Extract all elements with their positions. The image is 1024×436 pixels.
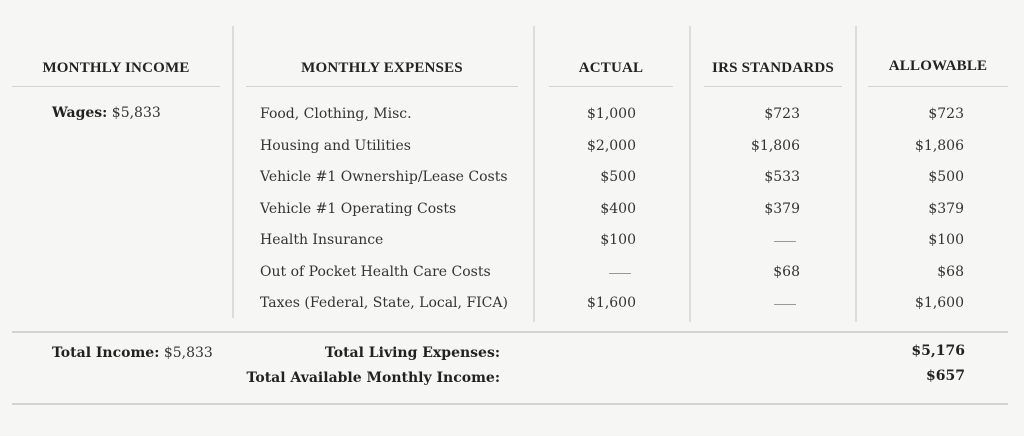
- irs-value: $723: [764, 106, 800, 122]
- expense-label: Vehicle #1 Operating Costs: [260, 200, 457, 217]
- total-income-value: $5,833: [163, 345, 213, 361]
- total-available-income-value: $657: [926, 368, 965, 384]
- total-income-label: Total Income:: [52, 345, 160, 361]
- irs-value: $68: [773, 263, 800, 280]
- expense-label: Vehicle #1 Ownership/Lease Costs: [260, 169, 508, 185]
- header-monthly-income: MONTHLY INCOME: [42, 60, 190, 76]
- expense-label: Out of Pocket Health Care Costs: [260, 263, 491, 280]
- totals-bottom-rule: [12, 403, 1008, 405]
- expense-label: Housing and Utilities: [260, 137, 411, 154]
- column-divider-irs: [855, 26, 857, 322]
- allowable-value: $100: [928, 232, 964, 248]
- header-actual: ACTUAL: [578, 60, 644, 76]
- irs-value: $379: [764, 200, 800, 217]
- header-irs-standards: IRS STANDARDS: [712, 60, 834, 76]
- actual-empty-dash: [609, 273, 631, 274]
- allowable-value: $379: [928, 200, 964, 217]
- irs-value: $1,806: [751, 137, 800, 154]
- allowable-value: $1,600: [915, 295, 964, 311]
- irs-empty-dash: [774, 241, 796, 242]
- header-underline-irs: [704, 86, 842, 87]
- allowable-value: $68: [937, 263, 964, 280]
- actual-value: $2,000: [587, 137, 636, 154]
- allowable-value: $1,806: [915, 137, 964, 154]
- header-underline-actual: [549, 86, 673, 87]
- wages-value: $5,833: [111, 105, 161, 121]
- totals-top-rule: [12, 331, 1008, 333]
- column-divider-actual: [689, 26, 691, 322]
- allowable-value: $500: [928, 169, 964, 185]
- header-underline-allowable: [868, 86, 1008, 87]
- actual-value: $100: [600, 232, 636, 248]
- total-living-expenses-value: $5,176: [911, 343, 965, 359]
- income-wages: [52, 105, 161, 121]
- actual-value: $400: [600, 200, 636, 217]
- actual-value: $500: [600, 169, 636, 185]
- actual-value: $1,600: [587, 295, 636, 311]
- header-underline-expenses: [246, 86, 518, 87]
- header-underline-income: [12, 86, 220, 87]
- expense-label: Food, Clothing, Misc.: [260, 106, 412, 122]
- column-divider-expenses: [533, 26, 535, 322]
- header-allowable: ALLOWABLE: [888, 58, 988, 74]
- column-divider-income: [232, 26, 234, 318]
- total-income: [52, 345, 213, 361]
- allowable-value: $723: [928, 106, 964, 122]
- expense-label: Health Insurance: [260, 232, 384, 248]
- total-available-income-label: Total Available Monthly Income:: [246, 370, 500, 386]
- header-monthly-expenses: MONTHLY EXPENSES: [301, 60, 463, 76]
- irs-value: $533: [764, 169, 800, 185]
- actual-value: $1,000: [587, 106, 636, 122]
- irs-empty-dash: [774, 304, 796, 305]
- expense-label: Taxes (Federal, State, Local, FICA): [260, 295, 508, 311]
- wages-label: Wages:: [52, 105, 108, 121]
- total-living-expenses-label: Total Living Expenses:: [324, 345, 500, 361]
